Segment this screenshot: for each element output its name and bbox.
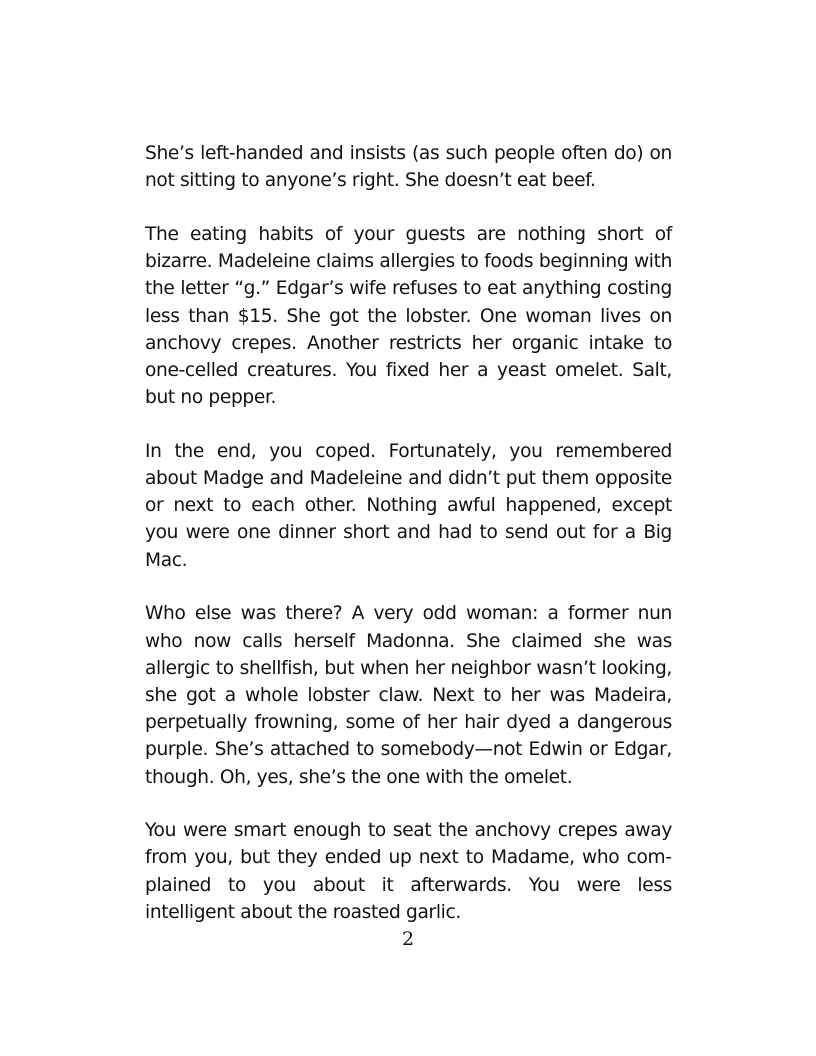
paragraph-left-handed: She’s left-handed and insists (as such people often do) on not sitting to anyone’s right. She doesn’t eat beef.	[145, 143, 672, 192]
paragraph-eating-habits: The eating habits of your guests are nothing short of bizarre. Madeleine claims allergies to foods beginning with the letter “g.” Edgar’s wife refuses to eat anything costing less than $15. She got the lobster. One woman lives on anchovy crepes. Another restricts her organic intake to one-celled creatures. You fixed her a yeast omelet. Salt, but no pepper.	[145, 223, 672, 409]
page-number: 2	[401, 928, 415, 950]
document-body	[145, 140, 672, 953]
paragraph-in-the-end: In the end, you coped. Fortunately, you remembered about Madge and Madeleine and didn’t put them opposite or next to each other. Nothing awful happened, except you were one dinner short and had to send out for a Big Mac.	[145, 440, 672, 571]
paragraph-who-else: Who else was there? A very odd woman: a former nun who now calls herself Madonna. She claimed she was allergic to shellfish, but when her neighbor wasn’t looking, she got a whole lobster claw. Next to her was Madeira, perpetually frowning, some of her hair dyed a dangerous purple. She’s attached to somebody—not Edwin or Edgar, though. Oh, yes, she’s the one with the omelet.	[145, 603, 672, 788]
paragraph-anchovy-crepes: You were smart enough to seat the anchovy crepes away from you, but they ended up next to Madame, who complained to you about it afterwards. You were less intelligent about the roasted garlic.	[145, 820, 672, 923]
